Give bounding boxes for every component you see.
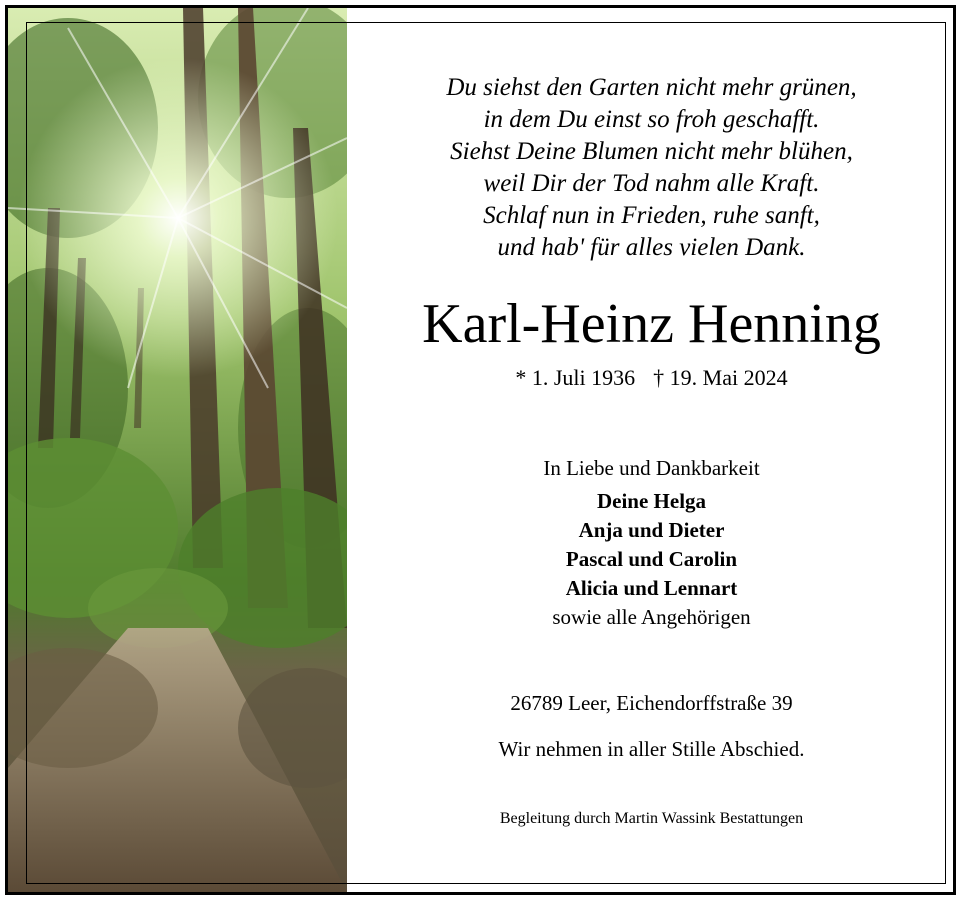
poem-line: Siehst Deine Blumen nicht mehr blühen, — [450, 138, 853, 165]
other-relatives: sowie alle Angehörigen — [552, 605, 751, 629]
poem-line: und hab' für alles vielen Dank. — [497, 234, 806, 261]
birth-date: * 1. Juli 1936 — [515, 365, 636, 390]
mourners-intro: In Liebe und Dankbarkeit — [543, 456, 760, 480]
poem-line: Du siehst den Garten nicht mehr grünen, — [446, 74, 857, 101]
inner-border — [26, 22, 946, 884]
mourner-name: Deine Helga — [596, 489, 707, 513]
mourner-name: Alicia und Lennart — [565, 576, 738, 600]
obituary-notice — [5, 5, 956, 895]
mourner-name: Pascal und Carolin — [565, 547, 738, 571]
address: 26789 Leer, Eichendorffstraße 39 — [510, 691, 793, 715]
undertaker-note: Begleitung durch Martin Wassink Bestattungen — [499, 810, 804, 827]
farewell-note: Wir nehmen in aller Stille Abschied. — [498, 737, 805, 761]
poem-line: Schlaf nun in Frieden, ruhe sanft, — [483, 202, 820, 229]
poem-line: in dem Du einst so froh geschafft. — [483, 106, 820, 133]
poem-line: weil Dir der Tod nahm alle Kraft. — [483, 170, 820, 197]
deceased-name: Karl-Heinz Henning — [422, 293, 881, 355]
mourner-name: Anja und Dieter — [578, 518, 725, 542]
death-date: † 19. Mai 2024 — [653, 365, 788, 390]
